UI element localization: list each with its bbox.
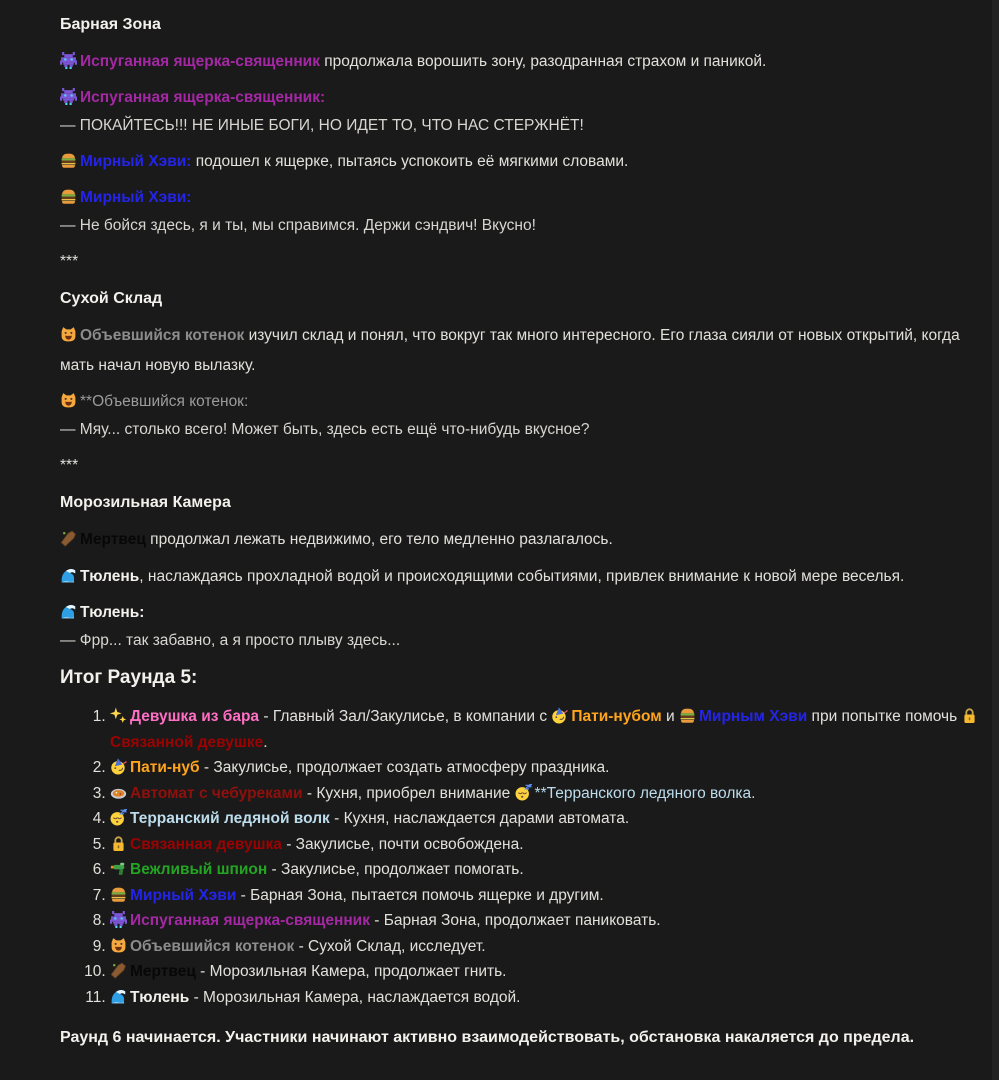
coffin-icon	[110, 962, 127, 979]
message-lizard-narration	[60, 47, 985, 77]
summary-text: - Кухня, наслаждается дарами автомата.	[329, 810, 630, 827]
message-heavy-narration	[60, 147, 985, 177]
summary-item-5	[110, 832, 985, 858]
water-wave-icon	[60, 603, 77, 620]
summary-text: - Кухня, приобрел внимание	[302, 784, 515, 802]
cat-face-icon	[110, 937, 127, 954]
character-name-seal: Тюлень:	[80, 604, 145, 621]
message-seal-dialogue	[60, 599, 985, 655]
character-name-peaceful-heavy: Мирным Хэви	[699, 708, 808, 725]
message-kitten-dialogue	[60, 388, 985, 444]
message-lizard-dialogue	[60, 84, 985, 140]
round-summary-title: Итог Раунда 5:	[60, 667, 198, 688]
dialogue-label	[60, 184, 985, 212]
character-name-peaceful-heavy: Мирный Хэви	[130, 886, 237, 904]
section-separator: ***	[60, 457, 79, 474]
summary-item-8	[110, 908, 985, 934]
water-gun-icon	[110, 860, 127, 877]
narration-text: продолжал лежать недвижимо, его тело медленно разлагалось.	[145, 531, 613, 548]
party-face-icon	[551, 707, 568, 724]
space-invader-icon	[110, 911, 127, 928]
summary-text: - Морозильная Камера, продолжает гнить.	[195, 963, 507, 980]
lock-icon	[961, 707, 978, 724]
narration-text: продолжала ворошить зону, разодранная страхом и паникой.	[319, 53, 767, 70]
character-name-bar-girl: Девушка из бара	[130, 708, 260, 725]
dialogue-text: — Мяу... столько всего! Может быть, здесь есть ещё что-нибудь вкусное?	[60, 421, 590, 438]
dialogue-label	[60, 599, 985, 627]
sleeping-face-icon	[110, 809, 127, 826]
dialogue-label	[60, 84, 985, 112]
party-face-icon	[110, 758, 127, 775]
character-name-bound-girl: Связанной девушке	[110, 733, 264, 751]
hamburger-icon	[679, 707, 696, 724]
character-name-seal: Тюлень	[130, 988, 190, 1006]
summary-item-3	[110, 781, 985, 807]
character-name-bound-girl: Связанная девушка	[130, 835, 282, 853]
message-seal-narration	[60, 562, 985, 592]
summary-item-9	[110, 934, 985, 960]
character-name-party-noob: Пати-нуб	[130, 759, 200, 776]
summary-text: - Морозильная Камера, наслаждается водой.	[189, 988, 521, 1006]
section-separator: ***	[60, 253, 79, 270]
character-name-dead-man: Мертвец	[80, 531, 146, 548]
section-title-freezer: Морозильная Камера	[60, 494, 231, 511]
pan-of-food-icon	[110, 784, 127, 801]
section-title-dry-storage: Сухой Склад	[60, 290, 163, 307]
coffin-icon	[60, 530, 77, 547]
narration-text: изучил склад и понял, что вокруг так много интересного. Его глаза сияли от новых открытий, когда мать начал новую вылазку.	[60, 327, 960, 374]
summary-text: - Барная Зона, продолжает паниковать.	[369, 912, 661, 929]
character-name-cheburek-machine: Автомат с чебуреками	[130, 784, 303, 802]
hamburger-icon	[60, 152, 77, 169]
summary-item-2	[110, 755, 985, 781]
character-name-peaceful-heavy: Мирный Хэви:	[80, 153, 192, 170]
message-kitten-narration	[60, 321, 985, 381]
summary-item-7	[110, 883, 985, 909]
character-name-seal: Тюлень	[80, 568, 140, 585]
character-name-dead-man: Мертвец	[130, 963, 196, 980]
character-name-overfed-kitten: Объевшийся котенок	[130, 937, 295, 955]
character-name-overfed-kitten: **Объевшийся котенок:	[80, 393, 249, 410]
round-6-announcement: Раунд 6 начинается. Участники начинают активно взаимодействовать, обстановка накаляется до предела.	[60, 1029, 915, 1046]
character-name-ice-wolf: **Терранского ледяного волка.	[534, 784, 756, 802]
summary-text: - Закулисье, почти освобождена.	[281, 835, 524, 853]
summary-item-6	[110, 857, 985, 883]
character-name-lizard-priest: Испуганная ящерка-священник	[130, 912, 370, 929]
character-name-peaceful-heavy: Мирный Хэви:	[80, 189, 192, 206]
character-name-overfed-kitten: Объевшийся котенок	[80, 327, 245, 344]
cat-face-icon	[60, 392, 77, 409]
summary-item-11	[110, 985, 985, 1011]
scrollbar[interactable]	[992, 0, 999, 1080]
hamburger-icon	[110, 886, 127, 903]
summary-text: - Барная Зона, пытается помочь ящерке и другим.	[236, 886, 604, 904]
summary-text: при попытке помочь	[807, 708, 962, 725]
dialogue-text: — ПОКАЙТЕСЬ!!! НЕ ИНЫЕ БОГИ, НО ИДЕТ ТО, ЧТО НАС СТЕРЖНЁТ!	[60, 117, 584, 134]
summary-item-1	[110, 704, 985, 755]
cat-face-icon	[60, 326, 77, 343]
water-wave-icon	[60, 567, 77, 584]
summary-text: .	[263, 733, 268, 751]
lock-icon	[110, 835, 127, 852]
character-name-lizard-priest: Испуганная ящерка-священник:	[80, 89, 326, 106]
sparkles-icon	[110, 707, 127, 724]
section-title-bar-zone: Барная Зона	[60, 16, 161, 33]
round-summary-list	[60, 704, 985, 1010]
summary-text: - Закулисье, продолжает помогать.	[267, 861, 524, 878]
summary-item-10	[110, 959, 985, 985]
summary-text: - Сухой Склад, исследует.	[294, 937, 486, 955]
summary-text: и	[661, 708, 679, 725]
hamburger-icon	[60, 188, 77, 205]
summary-text: - Закулисье, продолжает создать атмосферу праздника.	[199, 759, 610, 776]
character-name-polite-spy: Вежливый шпион	[130, 861, 268, 878]
space-invader-icon	[60, 88, 77, 105]
message-dead-narration	[60, 525, 985, 555]
narration-text: , наслаждаясь прохладной водой и происходящими событиями, привлек внимание к новой мере веселья.	[139, 568, 905, 585]
dialogue-text: — Фрр... так забавно, а я просто плыву здесь...	[60, 632, 401, 649]
summary-item-4	[110, 806, 985, 832]
water-wave-icon	[110, 988, 127, 1005]
message-heavy-dialogue	[60, 184, 985, 240]
dialogue-label	[60, 388, 985, 416]
sleeping-face-icon	[515, 784, 532, 801]
character-name-party-noob: Пати-нубом	[571, 708, 662, 725]
dialogue-text: — Не бойся здесь, я и ты, мы справимся. Держи сэндвич! Вкусно!	[60, 217, 536, 234]
character-name-ice-wolf: Терранский ледяной волк	[130, 810, 330, 827]
space-invader-icon	[60, 52, 77, 69]
summary-text: - Главный Зал/Закулисье, в компании с	[259, 708, 552, 725]
narration-text: подошел к ящерке, пытаясь успокоить её мягкими словами.	[191, 153, 629, 170]
character-name-lizard-priest: Испуганная ящерка-священник	[80, 53, 320, 70]
